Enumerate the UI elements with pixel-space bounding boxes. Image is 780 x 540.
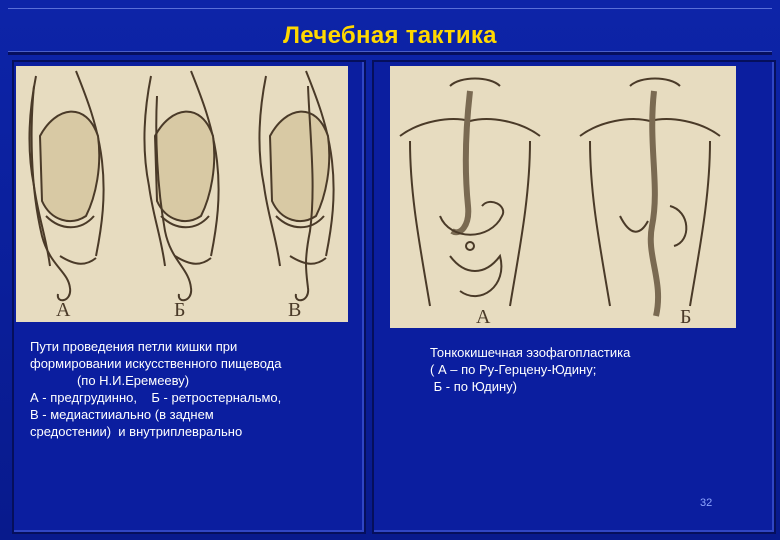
caption-line: ( А – по Ру-Герцену-Юдину; bbox=[430, 362, 597, 377]
page-number: 32 bbox=[700, 497, 713, 509]
title-bar bbox=[8, 8, 772, 52]
esophagoplasty-illustration bbox=[390, 66, 736, 328]
label-c: В bbox=[288, 299, 302, 321]
caption-line: А - предгрудинно, Б - ретростернальмо, bbox=[30, 390, 282, 405]
caption-line: средостении) и внутриплеврально bbox=[30, 424, 243, 439]
label-b: Б bbox=[174, 299, 186, 321]
right-caption bbox=[430, 344, 630, 395]
caption-line: формировании искусственного пищевода bbox=[30, 356, 282, 371]
sketch-b bbox=[145, 71, 219, 300]
frontal-sketches bbox=[390, 66, 736, 328]
torso-a bbox=[400, 79, 540, 307]
caption-line: Тонкокишечная эзофагопластика bbox=[430, 345, 631, 360]
caption-line: Б - по Юдину) bbox=[430, 379, 517, 394]
esophagus-routes-illustration bbox=[16, 66, 348, 322]
label-a: А bbox=[56, 299, 71, 321]
caption-line: Пути проведения петли кишки при bbox=[30, 339, 238, 354]
left-caption bbox=[30, 338, 282, 440]
label-b: Б bbox=[680, 306, 692, 328]
sketch-a bbox=[30, 71, 104, 300]
label-a: А bbox=[476, 306, 491, 328]
sagittal-sketches bbox=[16, 66, 348, 322]
sketch-c bbox=[260, 71, 334, 300]
caption-line: (по Н.И.Еремееву) bbox=[30, 373, 190, 388]
slide-title: Лечебная тактика bbox=[283, 22, 497, 49]
caption-line: В - медиастииально (в заднем bbox=[30, 407, 214, 422]
torso-b bbox=[580, 79, 720, 317]
